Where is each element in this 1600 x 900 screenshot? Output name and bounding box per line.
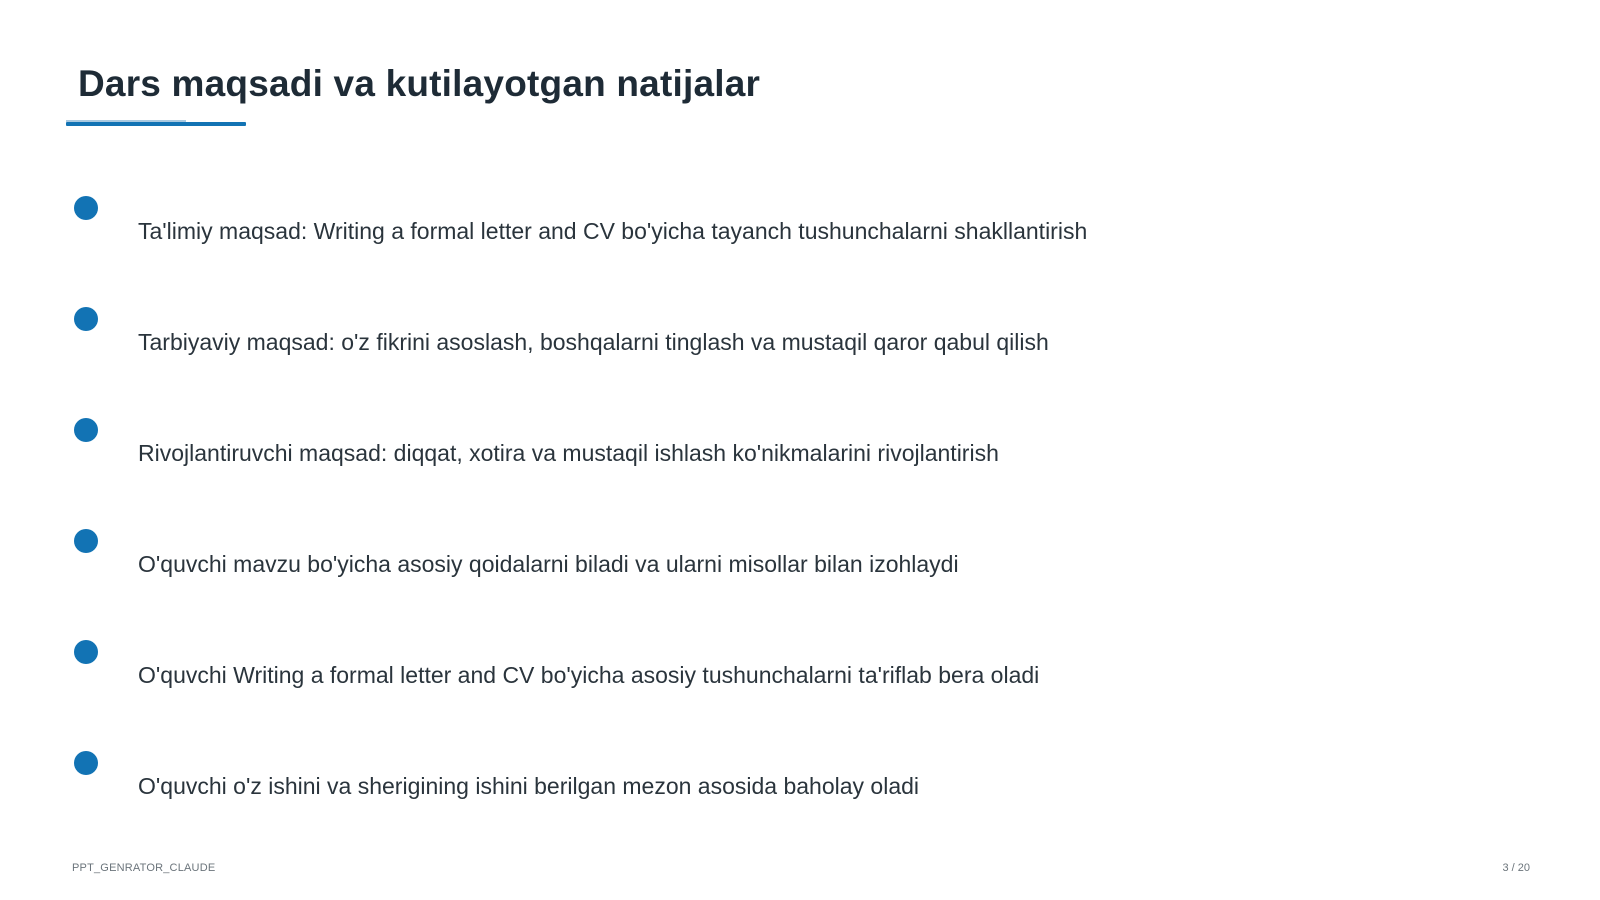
bullet-item — [0, 529, 1600, 589]
bullet-dot-icon — [74, 640, 98, 664]
bullet-item — [0, 751, 1600, 811]
bullet-item — [0, 418, 1600, 478]
bullet-item — [0, 196, 1600, 256]
bullet-text: Tarbiyaviy maqsad: o'z fikrini asoslash, boshqalarni tinglash va mustaqil qaror qabul qilish — [138, 329, 1049, 355]
bullet-dot-icon — [74, 196, 98, 220]
bullet-text: Ta'limiy maqsad: Writing a formal letter and CV bo'yicha tayanch tushunchalarni shakllantirish — [138, 218, 1088, 244]
bullet-text: O'quvchi Writing a formal letter and CV bo'yicha asosiy tushunchalarni ta'riflab bera oladi — [138, 662, 1040, 688]
bullet-dot-icon — [74, 751, 98, 775]
slide-title: Dars maqsadi va kutilayotgan natijalar — [78, 63, 761, 104]
bullet-dot-icon — [74, 529, 98, 553]
bullet-text: Rivojlantiruvchi maqsad: diqqat, xotira va mustaqil ishlash ko'nikmalarini rivojlantirish — [138, 440, 999, 466]
bullet-text: O'quvchi o'z ishini va sherigining ishini berilgan mezon asosida baholay oladi — [138, 773, 920, 799]
bullet-dot-icon — [74, 418, 98, 442]
page-indicator: 3 / 20 — [1502, 862, 1530, 874]
bullet-dot-icon — [74, 307, 98, 331]
bullet-item — [0, 307, 1600, 367]
footer-label: PPT_GENRATOR_CLAUDE — [72, 862, 216, 874]
bullet-item — [0, 640, 1600, 700]
bullet-text: O'quvchi mavzu bo'yicha asosiy qoidalarni biladi va ularni misollar bilan izohlaydi — [138, 551, 959, 577]
